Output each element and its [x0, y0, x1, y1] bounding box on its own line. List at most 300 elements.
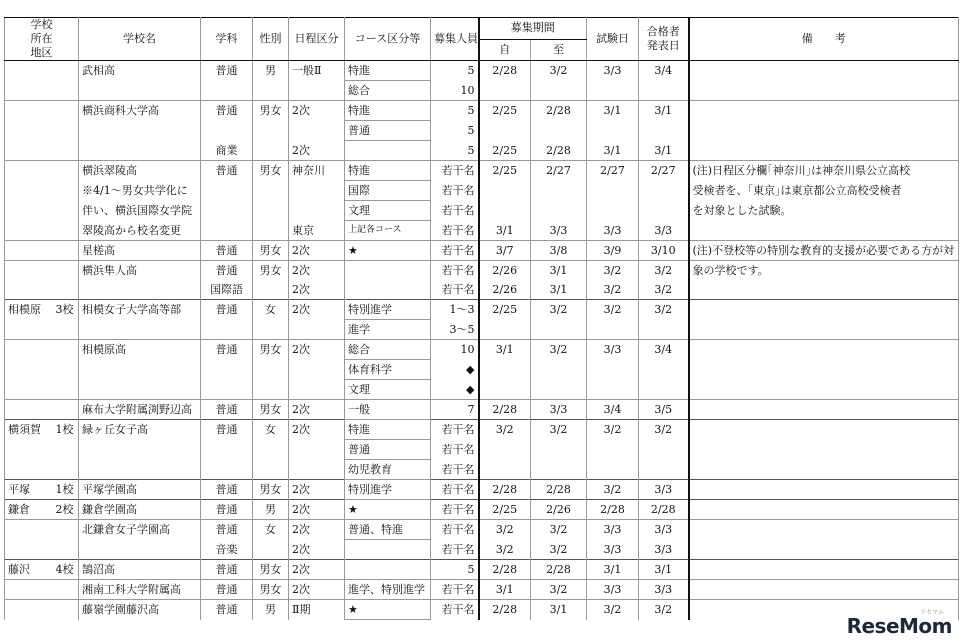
table-row: [5, 141, 959, 161]
cell-ann: 3/4: [639, 61, 689, 81]
table-row: [5, 181, 959, 201]
cell-note: [689, 340, 959, 360]
cell-area: [5, 241, 79, 261]
cell-note: [689, 221, 959, 241]
cell-area: [5, 101, 79, 121]
cell-school: [79, 440, 201, 460]
table-row: [5, 560, 959, 580]
cell-dept: 普通: [201, 400, 253, 420]
cell-exam: [587, 460, 639, 480]
cell-sched: [289, 460, 345, 480]
cell-cap: ◆: [431, 380, 479, 400]
cell-gender: 男女: [253, 340, 289, 360]
cell-from: [479, 320, 531, 340]
cell-course: 一般: [345, 400, 431, 420]
cell-sched: 2次: [289, 420, 345, 440]
cell-to: 2/28: [531, 101, 587, 121]
cell-area: [5, 261, 79, 281]
cell-note: (注)不登校等の特別な教育的支援が必要である方が対: [689, 241, 959, 261]
cell-dept: 普通: [201, 420, 253, 440]
cell-dept: [201, 221, 253, 241]
cell-sched: 2次: [289, 101, 345, 121]
cell-gender: 男女: [253, 480, 289, 500]
cell-from: 2/28: [479, 600, 531, 620]
cell-exam: 3/2: [587, 600, 639, 620]
cell-ann: 3/3: [639, 480, 689, 500]
cell-to: [531, 360, 587, 380]
cell-sched: 東京: [289, 221, 345, 241]
cell-cap: 5: [431, 101, 479, 121]
cell-from: [479, 360, 531, 380]
table-row: [5, 201, 959, 221]
cell-gender: 男: [253, 500, 289, 520]
cell-from: 2/28: [479, 61, 531, 81]
cell-from: [479, 460, 531, 480]
cell-course: 普通、特進: [345, 520, 431, 540]
header-capacity: 募集人員: [431, 18, 479, 61]
table-row: [5, 380, 959, 400]
cell-school: [79, 280, 201, 300]
cell-to: 2/27: [531, 161, 587, 181]
cell-gender: 男: [253, 61, 289, 81]
cell-dept: 国際語: [201, 280, 253, 300]
cell-course: 特進: [345, 161, 431, 181]
cell-note: [689, 440, 959, 460]
cell-ann: 3/4: [639, 340, 689, 360]
cell-area: 藤沢 4校: [5, 560, 79, 580]
cell-ann: 3/1: [639, 101, 689, 121]
table-row: [5, 420, 959, 440]
cell-area: [5, 460, 79, 480]
cell-gender: [253, 440, 289, 460]
cell-dept: 普通: [201, 580, 253, 600]
cell-from: 2/28: [479, 480, 531, 500]
cell-to: [531, 201, 587, 221]
cell-gender: 男女: [253, 161, 289, 181]
cell-area: [5, 201, 79, 221]
cell-school: 鎌倉学園高: [79, 500, 201, 520]
cell-to: 3/8: [531, 241, 587, 261]
cell-sched: 2次: [289, 560, 345, 580]
cell-school: [79, 320, 201, 340]
cell-dept: 普通: [201, 520, 253, 540]
cell-school: [79, 460, 201, 480]
cell-school: ※4/1～男女共学化に: [79, 181, 201, 201]
cell-exam: 3/1: [587, 141, 639, 161]
cell-dept: [201, 121, 253, 141]
table-row: [5, 540, 959, 560]
cell-note: (注)日程区分欄｢神奈川｣は神奈川県公立高校: [689, 161, 959, 181]
cell-area: [5, 141, 79, 161]
cell-exam: [587, 121, 639, 141]
cell-school: [79, 360, 201, 380]
cell-from: [479, 121, 531, 141]
cell-from: 2/25: [479, 300, 531, 320]
cell-gender: [253, 201, 289, 221]
cell-dept: 普通: [201, 500, 253, 520]
cell-area: 横須賀 1校: [5, 420, 79, 440]
cell-sched: [289, 360, 345, 380]
cell-dept: [201, 81, 253, 101]
cell-area: [5, 600, 79, 620]
cell-from: [479, 81, 531, 101]
cell-exam: 3/2: [587, 300, 639, 320]
cell-school: 星槎高: [79, 241, 201, 261]
cell-course: 文理: [345, 201, 431, 221]
cell-to: 3/2: [531, 300, 587, 320]
cell-gender: [253, 380, 289, 400]
header-announce-text: 合格者 発表日: [646, 25, 680, 52]
cell-gender: [253, 540, 289, 560]
cell-exam: 2/28: [587, 500, 639, 520]
cell-note: [689, 141, 959, 161]
cell-sched: [289, 201, 345, 221]
cell-note: [689, 540, 959, 560]
cell-note: [689, 360, 959, 380]
cell-school: 相模原高: [79, 340, 201, 360]
cell-dept: [201, 460, 253, 480]
cell-note: 象の学校です。: [689, 261, 959, 281]
cell-area: [5, 320, 79, 340]
cell-area: 平塚 1校: [5, 480, 79, 500]
cell-ann: [639, 201, 689, 221]
table-row: [5, 440, 959, 460]
cell-from: 3/1: [479, 580, 531, 600]
table-row: [5, 600, 959, 620]
cell-note: [689, 320, 959, 340]
cell-course: 特別進学: [345, 480, 431, 500]
cell-course: 総合: [345, 81, 431, 101]
cell-from: 3/2: [479, 420, 531, 440]
cell-sched: [289, 320, 345, 340]
cell-exam: [587, 181, 639, 201]
cell-course: ★: [345, 241, 431, 261]
cell-gender: 男女: [253, 400, 289, 420]
cell-area: [5, 400, 79, 420]
cell-exam: [587, 320, 639, 340]
cell-school: [79, 81, 201, 101]
cell-sched: 2次: [289, 300, 345, 320]
cell-school: 横浜隼人高: [79, 261, 201, 281]
cell-note: [689, 560, 959, 580]
cell-area: [5, 580, 79, 600]
cell-note: 受検者を、｢東京｣は東京都公立高校受検者: [689, 181, 959, 201]
cell-cap: 3～5: [431, 320, 479, 340]
cell-dept: [201, 320, 253, 340]
cell-sched: [289, 81, 345, 101]
cell-area: [5, 161, 79, 181]
cell-sched: 2次: [289, 500, 345, 520]
cell-area: [5, 340, 79, 360]
cell-from: 2/25: [479, 101, 531, 121]
cell-dept: [201, 360, 253, 380]
cell-to: 3/3: [531, 221, 587, 241]
cell-sched: 2次: [289, 580, 345, 600]
cell-cap: ◆: [431, 360, 479, 380]
cell-to: [531, 320, 587, 340]
header-from: 自: [479, 39, 531, 61]
cell-to: 2/28: [531, 560, 587, 580]
table-row: [5, 360, 959, 380]
cell-note: [689, 520, 959, 540]
cell-school: [79, 141, 201, 161]
cell-from: [479, 181, 531, 201]
cell-exam: [587, 380, 639, 400]
cell-cap: 若干名: [431, 580, 479, 600]
cell-sched: 2次: [289, 480, 345, 500]
cell-note: [689, 101, 959, 121]
cell-dept: 普通: [201, 480, 253, 500]
cell-cap: 若干名: [431, 280, 479, 300]
cell-school: 麻布大学附属渕野辺高: [79, 400, 201, 420]
header-schedule: 日程区分: [289, 18, 345, 61]
cell-to: 3/1: [531, 600, 587, 620]
cell-course: 進学: [345, 320, 431, 340]
cell-sched: 2次: [289, 400, 345, 420]
cell-ann: 3/2: [639, 420, 689, 440]
header-dept: 学科: [201, 18, 253, 61]
cell-to: [531, 460, 587, 480]
cell-area: [5, 61, 79, 81]
cell-course: [345, 261, 431, 281]
cell-gender: 女: [253, 300, 289, 320]
cell-exam: 3/4: [587, 400, 639, 420]
cell-ann: [639, 81, 689, 101]
cell-area: [5, 440, 79, 460]
cell-gender: [253, 121, 289, 141]
cell-note: [689, 300, 959, 320]
cell-cap: 若干名: [431, 600, 479, 620]
table-body: [5, 61, 959, 620]
header-row-1: [5, 18, 959, 40]
cell-exam: 3/3: [587, 520, 639, 540]
cell-course: 特進: [345, 420, 431, 440]
cell-to: [531, 181, 587, 201]
cell-area: [5, 540, 79, 560]
header-announce: [639, 18, 689, 61]
cell-gender: [253, 181, 289, 201]
cell-ann: [639, 440, 689, 460]
cell-to: 3/2: [531, 61, 587, 81]
table-row: [5, 400, 959, 420]
cell-cap: 若干名: [431, 500, 479, 520]
cell-ann: 2/28: [639, 500, 689, 520]
cell-from: [479, 440, 531, 460]
cell-cap: 5: [431, 61, 479, 81]
cell-ann: [639, 460, 689, 480]
cell-school: 湘南工科大学附属高: [79, 580, 201, 600]
cell-ann: 3/1: [639, 560, 689, 580]
cell-cap: 若干名: [431, 181, 479, 201]
table-row: [5, 460, 959, 480]
header-school: 学校名: [79, 18, 201, 61]
cell-cap: 若干名: [431, 480, 479, 500]
cell-cap: 若干名: [431, 460, 479, 480]
cell-course: [345, 540, 431, 560]
cell-ann: 3/2: [639, 280, 689, 300]
cell-gender: 女: [253, 520, 289, 540]
cell-exam: 3/1: [587, 101, 639, 121]
cell-gender: [253, 141, 289, 161]
cell-dept: 商業: [201, 141, 253, 161]
table-row: [5, 340, 959, 360]
cell-area: 鎌倉 2校: [5, 500, 79, 520]
cell-sched: 2次: [289, 241, 345, 261]
cell-to: 3/2: [531, 340, 587, 360]
cell-from: 2/25: [479, 161, 531, 181]
cell-area: [5, 360, 79, 380]
cell-sched: [289, 380, 345, 400]
cell-course: 進学、特別進学: [345, 580, 431, 600]
cell-school: 伴い、横浜国際女学院: [79, 201, 201, 221]
table-row: [5, 580, 959, 600]
cell-school: [79, 540, 201, 560]
cell-note: [689, 420, 959, 440]
table-row: [5, 121, 959, 141]
cell-note: を対象とした試験。: [689, 201, 959, 221]
cell-cap: 5: [431, 121, 479, 141]
cell-from: 2/28: [479, 560, 531, 580]
cell-gender: [253, 81, 289, 101]
cell-ann: 3/3: [639, 520, 689, 540]
cell-course: 普通: [345, 121, 431, 141]
cell-ann: 3/10: [639, 241, 689, 261]
table-row: [5, 520, 959, 540]
cell-note: [689, 500, 959, 520]
cell-course: 普通: [345, 440, 431, 460]
cell-from: 3/1: [479, 221, 531, 241]
cell-course: 特進: [345, 61, 431, 81]
cell-area: [5, 121, 79, 141]
cell-note: [689, 460, 959, 480]
cell-exam: 3/3: [587, 221, 639, 241]
header-period: 募集期間: [479, 18, 587, 40]
cell-to: 3/2: [531, 520, 587, 540]
cell-area: [5, 520, 79, 540]
cell-exam: 3/2: [587, 420, 639, 440]
table-row: [5, 320, 959, 340]
cell-from: 2/25: [479, 141, 531, 161]
cell-exam: [587, 440, 639, 460]
cell-gender: 男女: [253, 580, 289, 600]
cell-ann: 3/3: [639, 221, 689, 241]
cell-ann: [639, 121, 689, 141]
cell-exam: 3/3: [587, 61, 639, 81]
table-row: [5, 221, 959, 241]
cell-area: [5, 181, 79, 201]
cell-dept: 普通: [201, 300, 253, 320]
cell-sched: 神奈川: [289, 161, 345, 181]
cell-to: 3/2: [531, 540, 587, 560]
cell-dept: 普通: [201, 61, 253, 81]
cell-sched: 2次: [289, 280, 345, 300]
cell-from: [479, 380, 531, 400]
cell-cap: 若干名: [431, 420, 479, 440]
cell-sched: [289, 121, 345, 141]
cell-ann: 2/27: [639, 161, 689, 181]
cell-sched: 2次: [289, 141, 345, 161]
cell-cap: 1～3: [431, 300, 479, 320]
cell-to: 3/2: [531, 420, 587, 440]
cell-note: [689, 580, 959, 600]
cell-area: [5, 221, 79, 241]
cell-course: [345, 560, 431, 580]
cell-ann: [639, 360, 689, 380]
cell-to: 2/28: [531, 141, 587, 161]
cell-to: 2/28: [531, 480, 587, 500]
cell-school: 北鎌倉女子学園高: [79, 520, 201, 540]
cell-from: 3/2: [479, 540, 531, 560]
cell-gender: 男女: [253, 101, 289, 121]
table-row: [5, 280, 959, 300]
table-row: [5, 261, 959, 281]
cell-from: 3/2: [479, 520, 531, 540]
table-row: [5, 241, 959, 261]
watermark-sub: リセマム: [920, 609, 944, 616]
cell-cap: 5: [431, 560, 479, 580]
cell-cap: 5: [431, 141, 479, 161]
cell-gender: [253, 460, 289, 480]
cell-from: 2/25: [479, 500, 531, 520]
cell-dept: 普通: [201, 261, 253, 281]
cell-dept: 音楽: [201, 540, 253, 560]
cell-ann: 3/2: [639, 600, 689, 620]
cell-from: [479, 201, 531, 221]
cell-gender: [253, 320, 289, 340]
cell-sched: Ⅱ期: [289, 600, 345, 620]
cell-cap: 若干名: [431, 440, 479, 460]
cell-cap: 若干名: [431, 221, 479, 241]
cell-sched: 2次: [289, 261, 345, 281]
header-course: コース区分等: [345, 18, 431, 61]
cell-course: 国際: [345, 181, 431, 201]
table-row: [5, 300, 959, 320]
cell-school: [79, 380, 201, 400]
cell-course: [345, 280, 431, 300]
cell-gender: 男女: [253, 241, 289, 261]
table-row: [5, 480, 959, 500]
cell-note: [689, 380, 959, 400]
cell-course: 文理: [345, 380, 431, 400]
cell-sched: 2次: [289, 540, 345, 560]
cell-from: 3/1: [479, 340, 531, 360]
cell-ann: [639, 320, 689, 340]
cell-course: 特別進学: [345, 300, 431, 320]
cell-to: 3/2: [531, 580, 587, 600]
cell-school: [79, 121, 201, 141]
cell-gender: [253, 360, 289, 380]
cell-course: 総合: [345, 340, 431, 360]
cell-gender: [253, 221, 289, 241]
cell-note: [689, 121, 959, 141]
cell-area: [5, 380, 79, 400]
cell-exam: [587, 360, 639, 380]
cell-cap: 若干名: [431, 540, 479, 560]
header-area-text: 学校 所在 地区: [30, 18, 53, 59]
cell-to: [531, 440, 587, 460]
cell-gender: 男: [253, 600, 289, 620]
cell-to: 3/1: [531, 261, 587, 281]
cell-dept: 普通: [201, 161, 253, 181]
cell-area: [5, 280, 79, 300]
cell-exam: 3/3: [587, 340, 639, 360]
cell-to: 3/1: [531, 280, 587, 300]
cell-dept: 普通: [201, 101, 253, 121]
cell-cap: 若干名: [431, 161, 479, 181]
cell-ann: 3/2: [639, 300, 689, 320]
cell-exam: 3/1: [587, 560, 639, 580]
cell-cap: 若干名: [431, 520, 479, 540]
